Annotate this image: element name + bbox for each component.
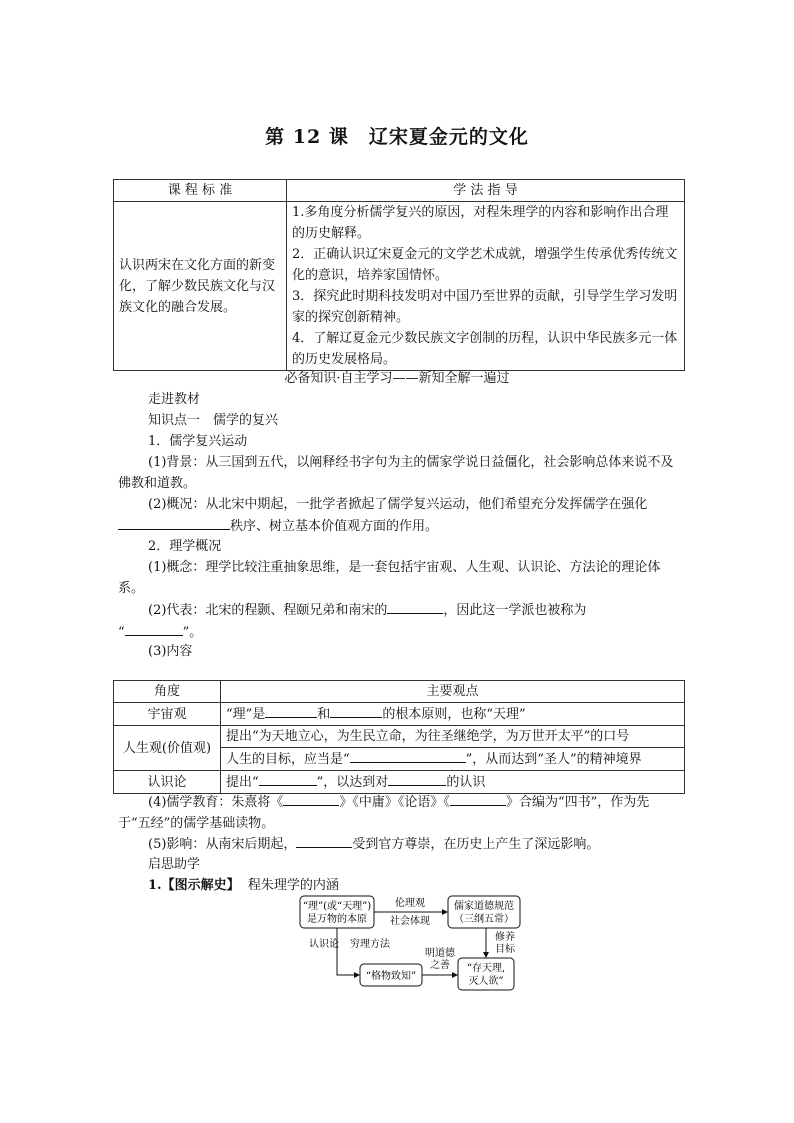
blank-zhuxi [387,599,443,614]
section-2-representatives [118,599,680,643]
section-4-education [118,791,680,834]
cosmology-text-b: 和 [317,707,331,722]
overview-text-b: 秩序、树立基本价值观方面的作用。 [230,519,439,534]
section-1-overview [118,494,680,537]
knowledge-point: 知识点一 儒学的复兴 [148,413,279,428]
life-view-line-1: 提出“为天地立心，为生民立命，为往圣继绝学，为万世开太平”的口号 [221,726,685,748]
guide-line: 3．探究此时期科技发明对中国乃至世界的贡献，引导学生学习发明家的探究创新精神。 [292,289,678,325]
section-1-background: (1)背景：从三国到五代，以阐释经书字句为主的儒家学说日益僵化，社会影响总体来说不及佛教和道教。 [118,455,674,491]
section-2-title: 2．理学概况 [148,539,222,554]
life-text-b: ”，从而达到“圣人”的精神境界 [465,752,642,767]
blank-1 [265,703,317,718]
guide-line: 2．正确认识辽宋夏金元的文学艺术成就，增强学生传承优秀传统文化的意识，培养家国情怀。 [292,247,678,283]
arrow-mid-label-2: 之善 [430,960,450,971]
box-li-line2: 是万物的本原 [307,914,367,925]
standards-table [113,179,685,371]
arrow-top-label-2: 社会体现 [390,916,430,927]
row-cosmology-content [221,703,685,726]
epist-text-b: ”，以达到对 [316,775,389,790]
standard-text: 认识两宋在文化方面的新变化，了解少数民族文化与汉族文化的融合发展。 [114,202,287,371]
section-1-title: 1．儒学复兴运动 [148,434,248,449]
caption-title: 程朱理学的内涵 [247,878,339,893]
arrow-right-label-2: 目标 [495,944,515,955]
page-title: 第 12 课 辽宋夏金元的文化 [265,126,529,148]
guide-line: 4．了解辽夏金元少数民族文字创制的历程，认识中华民族多元一体的历史发展格局。 [292,331,678,367]
edu-text-c: 》合编为“四书”，作为先于“五经”的儒学基础读物。 [118,795,650,831]
epist-text-a: 提出“ [226,775,259,790]
section-2-concept: (1)概念：理学比较注重抽象思维，是一套包括宇宙观、人生观、认识论、方法论的理论体系。 [118,560,661,596]
cosmology-text-c: 的根本原则，也称“天理” [382,707,526,722]
neo-confucianism-diagram [290,890,540,992]
arrow-left-label-1: 认识论 [309,939,339,950]
box-cuntianli-line2: 灭人欲” [468,976,504,987]
blank-order [118,515,230,530]
row-cosmology-label: 宇宙观 [114,703,221,726]
views-header-angle: 角度 [114,681,221,703]
epist-text-c: 的认识 [446,775,486,790]
rep-text-b: ，因此这一学派也被称为 [443,603,587,618]
box-ethics-line1: 儒家道德规范 [454,901,514,912]
views-header-viewpoint: 主要观点 [221,681,685,703]
arrow-top-label-1: 伦理观 [395,898,425,909]
guide-line: 1.多角度分析儒学复兴的原因，对程朱理学的内容和影响作出合理的历史解释。 [292,205,669,241]
row-epistemology-label: 认识论 [114,771,221,794]
blank-7 [450,791,506,806]
blank-5 [388,771,446,786]
arrow-epistemology [337,928,359,975]
section-heading: 必备知识·自主学习——新知全解一遍过 [284,371,510,386]
edu-text-b: 》《中庸》《论语》《 [339,795,450,810]
rep-text-d: ”。 [182,625,203,640]
arrow-right-label-1: 修养 [495,932,515,943]
box-gewu-text: “格物致知” [365,971,417,982]
life-text-a: 人生的目标，应当是“ [226,752,350,767]
blank-3 [350,748,466,763]
blank-school-name [125,621,183,636]
box-cuntianli-line1: “存天理, [466,963,506,974]
blank-6 [283,791,339,806]
overview-text-a: (2)概况：从北宋中期起，一批学者掀起了儒学复兴运动，他们希望充分发挥儒学在强化 [148,497,648,512]
cosmology-text-a: “理”是 [226,707,266,722]
edu-text-a: (4)儒学教育：朱熹将《 [148,795,284,810]
influence-text-b: 受到官方尊崇，在历史上产生了深远影响。 [352,837,600,852]
caption-label: 1.【图示解史】 [148,878,240,893]
guide-header: 学 法 指 导 [287,180,685,202]
influence-text-a: (5)影响：从南宋后期起， [148,837,297,852]
guide-cell [287,202,685,371]
box-ethics-line2: （三纲五常） [454,914,514,925]
rep-text-a: (2)代表：北宋的程颢、程颐兄弟和南宋的 [148,603,388,618]
row-life-view-label: 人生观(价值观) [114,726,221,771]
walk-in-heading: 走进教材 [148,392,201,407]
section-2-content: (3)内容 [148,644,193,659]
arrow-mid-label-1: 明道德 [425,948,455,959]
life-view-line-2 [221,748,685,771]
arrow-left-label-2: 穷理方法 [350,939,390,950]
blank-4 [259,771,317,786]
standards-header: 课 程 标 准 [114,180,287,202]
rep-text-c: “ [118,625,125,640]
inspire-heading: 启思助学 [148,857,201,872]
section-5-influence [148,833,599,855]
box-li-line1: “理”(或“天理”) [302,901,372,912]
views-table [113,680,685,794]
blank-2 [330,703,382,718]
blank-8 [296,833,352,848]
